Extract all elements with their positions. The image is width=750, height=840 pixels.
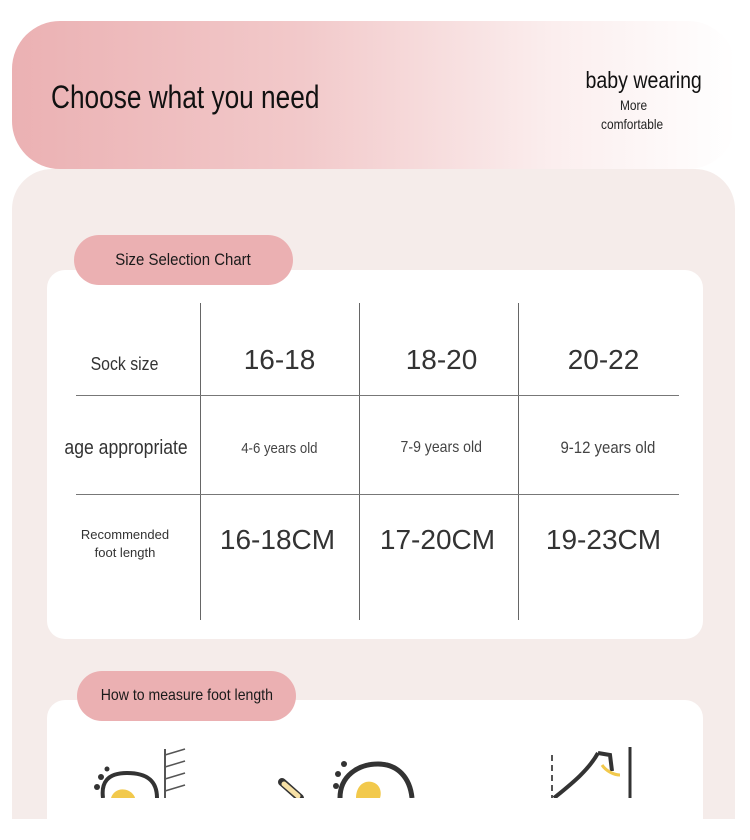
pen-tracing-illustration <box>278 758 418 798</box>
foot-length-value: 19-23CM <box>545 524 662 555</box>
foot-length-value: 17-20CM <box>379 524 496 555</box>
table-divider <box>359 303 360 620</box>
table-divider <box>76 395 679 396</box>
measure-pill-label: How to measure foot length <box>100 687 273 704</box>
age-value: 9-12 years old <box>560 438 655 457</box>
header-subtitle: baby wearing <box>585 67 702 93</box>
page-title: Choose what you need <box>51 79 320 115</box>
size-chart-pill <box>74 235 293 285</box>
header-tagline <box>565 67 702 94</box>
table-divider <box>76 494 679 495</box>
sock-size-value: 18-20 <box>405 344 478 375</box>
sock-size-value: 16-18 <box>243 344 316 375</box>
header-line-2: comfortable <box>601 116 664 132</box>
size-chart-pill-label: Size Selection Chart <box>115 250 252 269</box>
foot-length-value: 16-18CM <box>219 524 336 555</box>
row-label-sock-size: Sock size <box>91 353 159 374</box>
header-line-1: More <box>620 97 648 113</box>
header-banner <box>12 21 736 169</box>
sock-size-value: 20-22 <box>567 344 640 375</box>
foot-on-ruler-illustration <box>85 745 195 798</box>
row-label-age: age appropriate <box>64 436 188 459</box>
measure-pill <box>77 671 296 721</box>
age-value: 4-6 years old <box>241 439 318 457</box>
row-label-foot-length: Recommended foot length <box>80 527 170 560</box>
foot-side-illustration <box>540 745 640 798</box>
age-value: 7-9 years old <box>400 439 483 456</box>
